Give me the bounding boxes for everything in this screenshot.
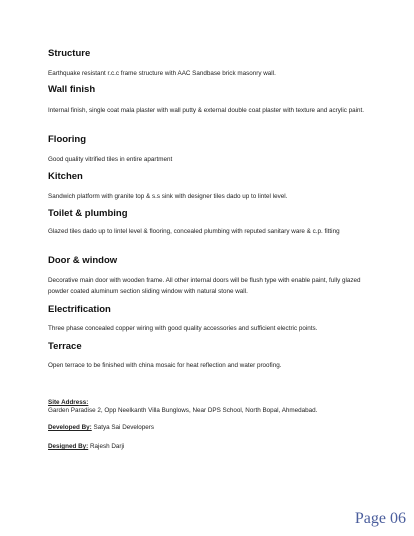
developed-by-label: Developed By:: [48, 424, 92, 431]
designed-by-value: Rajesh Darji: [90, 443, 125, 450]
section-text-door-window: Decorative main door with wooden frame. All other internal doors will be flush type with enable paint, fully glazed powder coated aluminum section sliding window with natural stone wall.: [48, 277, 361, 295]
section-text-structure: Earthquake resistant r.c.c frame structure with AAC Sandbase brick masonry wall.: [48, 70, 276, 77]
section-heading-electrification: Electrification: [48, 304, 111, 315]
section-heading-wall-finish: Wall finish: [48, 84, 96, 95]
section-heading-kitchen: Kitchen: [48, 171, 83, 182]
section-text-flooring: Good quality vitrified tiles in entire apartment: [48, 156, 173, 163]
section-heading-structure: Structure: [48, 48, 91, 59]
section-text-electrification: Three phase concealed copper wiring with good quality accessories and sufficient electric points.: [48, 325, 318, 332]
section-text-toilet-plumbing: Glazed tiles dado up to lintel level & flooring, concealed plumbing with reputed sanitary ware & c.p. fitting: [48, 228, 340, 235]
developed-by-line: [48, 424, 154, 431]
designed-by-label: Designed By:: [48, 443, 89, 450]
section-heading-flooring: Flooring: [48, 134, 86, 145]
section-heading-door-window: Door & window: [48, 255, 118, 266]
developed-by-value: Satya Sai Developers: [93, 424, 155, 431]
section-text-kitchen: Sandwich platform with granite top & s.s sink with designer tiles dado up to lintel level.: [48, 193, 288, 200]
site-address-value: Garden Paradise 2, Opp Neelkanth Villa Bunglows, Near DPS School, North Bopal, Ahmedabad.: [48, 407, 318, 414]
page-number: Page 06: [354, 510, 406, 527]
section-heading-terrace: Terrace: [48, 341, 82, 352]
section-text-wall-finish: Internal finish, single coat mala plaster with wall putty & external double coat plaster with texture and acrylic paint.: [48, 107, 365, 114]
section-text-terrace: Open terrace to be finished with china mosaic for heat reflection and water proofing.: [48, 362, 282, 369]
section-heading-toilet-plumbing: Toilet & plumbing: [48, 208, 128, 219]
designed-by-line: [48, 443, 124, 450]
site-address-label: Site Address:: [48, 399, 89, 406]
